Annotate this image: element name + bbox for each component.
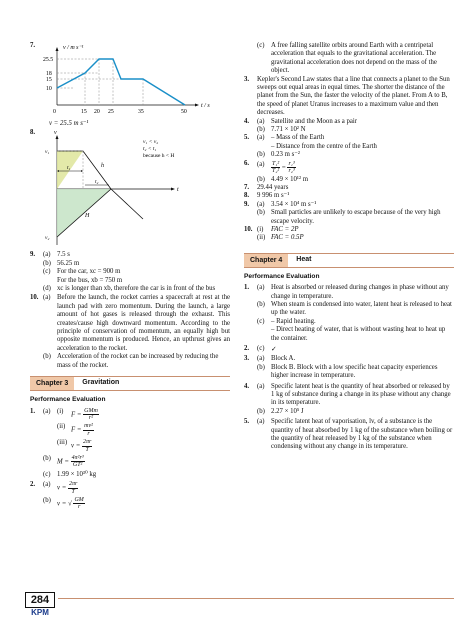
part-label: (b) <box>43 259 51 267</box>
publisher-logo: KPM <box>31 608 49 617</box>
question-number: 8. <box>30 129 36 137</box>
answer-text: Heat is absorbed or released during changes in phase without any change in temperature. <box>271 284 449 300</box>
answer-text: 0.23 m s⁻² <box>271 151 300 159</box>
question-number: 7. <box>30 42 36 49</box>
x-tick: 20 <box>94 109 100 115</box>
ch3-question-7 <box>244 184 454 192</box>
ch3-question-8 <box>244 192 454 200</box>
answer-text: Acceleration of the rocket can be increased by reducing the mass of the rocket. <box>57 353 219 369</box>
part-label: (b) <box>43 496 51 504</box>
H-label: H <box>85 213 90 220</box>
chapter-title: Gravitation <box>82 379 120 387</box>
t-axis-label: t <box>177 187 179 194</box>
ch3-question-cont <box>244 42 454 76</box>
ch4-question-4 <box>244 383 454 417</box>
question-number: 1. <box>30 407 36 415</box>
answer-text: 7.71 × 10² N <box>271 126 306 134</box>
answer-text: Satellite and the Moon as a pair <box>271 117 358 125</box>
part-label: (b) <box>43 454 51 462</box>
x-axis-label: t / s <box>201 103 210 109</box>
answer-text: 3.54 × 10⁴ m s⁻¹ <box>271 200 317 208</box>
formula-fraction: $\frac{\text{r₁³}}{\text{r₂³}}$ <box>288 160 295 175</box>
part-label: (a) <box>43 407 51 415</box>
question-9 <box>30 251 230 293</box>
part-label: (d) <box>43 285 51 293</box>
part-label: (c) <box>257 42 265 49</box>
answer-text: xc is longer than xb, therefore the car is in front of the bus <box>57 285 216 293</box>
v1-label: v₁ <box>45 149 50 156</box>
velocity-time-graph <box>43 42 223 120</box>
ch4-question-5 <box>244 418 454 452</box>
part-label: (ii) <box>257 234 266 242</box>
ch3-question-2: 2. (a) v = $\frac{2\pi r}{T}$ (b) v = √ $\frac{GM}{r}$ <box>30 481 84 511</box>
ch3-question-6: 6. (a) $\frac{\text{T₁²}}{\text{T₂²}}$ = $\frac{\text{r₁³}}{\text{r₂³}}$ (b) 4.49 × 10¹² m <box>244 160 454 184</box>
part-label: (i) <box>57 407 64 415</box>
condition-2: t₂ < t₁ <box>143 146 157 153</box>
formula-fraction: $\frac{\text{mv²}}{r}$ <box>84 423 93 437</box>
part-label: (b) <box>257 300 265 308</box>
part-label: (a) <box>257 200 265 208</box>
question-10 <box>30 294 230 370</box>
question-number: 5. <box>244 134 250 142</box>
question-7 <box>30 42 230 128</box>
ch3-question-4 <box>244 118 454 135</box>
answer-text: A free falling satellite orbits around Earth with a centripetal acceleration that equals to the gravitational acceleration. The gravitational acceleration does not depend on the mass of the object. <box>271 42 437 75</box>
answer-text: 29.44 years <box>257 183 289 191</box>
ch4-question-2 <box>244 345 454 353</box>
q7-answer: v = 25.5 m s⁻¹ <box>49 120 89 127</box>
part-label: (a) <box>257 284 265 292</box>
formula-fraction: $\frac{2\pi r}{T}$ <box>69 481 78 495</box>
part-label: (b) <box>257 126 265 134</box>
question-number: 3. <box>244 355 250 363</box>
ch3-question-10 <box>244 226 454 243</box>
answer-text: 9 996 m s⁻¹ <box>257 192 290 200</box>
check-mark-icon: ✓ <box>271 345 277 353</box>
question-number: 10. <box>30 294 39 302</box>
right-column <box>244 42 454 452</box>
question-number: 4. <box>244 382 250 390</box>
part-label: (a) <box>257 134 265 142</box>
x-tick: 15 <box>81 109 87 115</box>
ch4-question-1 <box>244 284 454 343</box>
answer-text: – Rapid heating. <box>271 317 316 325</box>
performance-evaluation-heading: Performance Evaluation <box>244 272 320 280</box>
x-tick: 50 <box>181 109 187 115</box>
velocity-line <box>57 59 185 105</box>
part-label: (b) <box>257 175 265 183</box>
y-axis-label: v / m s⁻¹ <box>63 45 84 51</box>
t2-label: t₂ <box>95 179 99 186</box>
question-number: 2. <box>244 345 250 352</box>
question-number: 4. <box>244 117 250 125</box>
question-number: 5. <box>244 418 250 426</box>
answer-text: FAC = 2P <box>271 225 299 233</box>
ch4-question-3 <box>244 355 454 380</box>
part-label: (a) <box>43 481 51 489</box>
question-number: 3. <box>244 75 250 83</box>
question-number: 9. <box>244 200 250 208</box>
formula-lhs: F = <box>71 410 82 418</box>
part-label: (b) <box>43 353 51 361</box>
chapter-label: Chapter 3 <box>30 377 74 390</box>
formula-fraction: $\frac{2\pi r}{T}$ <box>83 439 92 453</box>
formula-fraction: $\frac{\text{T₁²}}{\text{T₂²}}$ <box>272 160 280 175</box>
condition-1: v₁ < v₂ <box>143 139 159 146</box>
part-label: (a) <box>43 251 51 259</box>
answer-text: Before the launch, the rocket carries a spacecraft at rest at the launch pad with zero momentum. During the launch, a large amount of hot gases is released through the exhaust. This creates/cause high downward momentum. According to the principle of conservation of momentum, an equally high but opposite momentum is produced. Hence, an upthrust gives an acceleration to the rocket. <box>57 294 230 352</box>
part-label: (a) <box>257 418 265 426</box>
part-label: (b) <box>257 151 265 159</box>
y-tick: 10 <box>46 86 52 92</box>
question-number: 8. <box>244 192 250 200</box>
y-tick: 15 <box>46 77 52 83</box>
formula-fraction: $\frac{GM}{r}$ <box>74 496 84 511</box>
answer-text: When steam is condensed into water, latent heat is released to heat up the water. <box>271 300 452 317</box>
answer-text: – Mass of the Earth <box>271 134 325 142</box>
performance-evaluation-heading: Performance Evaluation <box>30 396 106 404</box>
part-label: (b) <box>257 363 265 371</box>
answer-text: Small particles are unlikely to escape because of the very high escape velocity. <box>271 209 441 225</box>
part-label: (b) <box>257 407 265 415</box>
part-label: (a) <box>257 382 265 390</box>
y-tick: 18 <box>46 71 52 77</box>
footer-rule <box>58 598 454 599</box>
t1-label: t₁ <box>67 165 71 172</box>
question-number: 6. <box>244 159 250 167</box>
answer-text: 2.27 × 10⁵ J <box>271 407 304 415</box>
question-number: 9. <box>30 251 36 259</box>
ch3-question-3 <box>244 76 454 118</box>
question-number: 10. <box>244 225 253 233</box>
formula-fraction: $\frac{\text{GMm}}{\text{r²}}$ <box>84 407 98 421</box>
chapter-4-header <box>244 253 454 268</box>
chapter-label: Chapter 4 <box>244 254 288 267</box>
x-tick: 35 <box>138 109 144 115</box>
answer-text: Specific latent heat is the quantity of heat absorbed or released by 1 kg of substance during a change in its phase without any change in its temperature. <box>271 382 451 407</box>
part-label: (c) <box>43 470 51 478</box>
answer-text: 4.49 × 10¹² m <box>271 175 308 183</box>
chapter-title: Heat <box>296 256 312 264</box>
question-number: 1. <box>244 284 250 292</box>
part-label: (b) <box>257 209 265 217</box>
answer-text: – Direct heating of water, that is without wasting heat to heat up the container. <box>271 326 446 342</box>
answer-text: Block A. <box>271 355 296 363</box>
answer-text: 56.25 m <box>57 259 80 267</box>
condition-3: because h < H <box>143 153 175 160</box>
part-label: (c) <box>43 268 51 276</box>
part-label: (a) <box>43 294 51 302</box>
chapter-3-header <box>30 376 230 391</box>
page-number: 284 <box>25 592 55 608</box>
velocity-time-sketch <box>43 129 213 251</box>
v2-label: v₂ <box>45 235 50 242</box>
formula-lhs: v = <box>57 484 67 492</box>
question-8 <box>30 129 230 251</box>
answer-text: 1.99 × 10³⁰ kg <box>57 470 97 478</box>
answer-text: FAC = 0.5P <box>271 234 304 242</box>
page-footer <box>20 590 60 617</box>
formula-lhs: M = <box>57 458 69 466</box>
formula-lhs: F = <box>71 426 82 434</box>
part-label: (a) <box>257 355 265 363</box>
part-label: (a) <box>257 160 265 168</box>
answer-text: For the bus, xb = 750 m <box>57 276 123 284</box>
h-label: h <box>101 163 104 170</box>
answer-text: Specific latent heat of vaporisation, lv, of a substance is the quantity of heat absorbed by 1 kg of the substance when boiling or the quantity of heat released by 1 kg of the substance when condensing without any change in its temperature. <box>271 418 453 451</box>
part-label: (iii) <box>57 439 68 447</box>
left-column <box>30 42 230 511</box>
part-label: (c) <box>257 317 265 325</box>
answer-text: For the car, xc = 900 m <box>57 268 121 276</box>
part-label: (ii) <box>57 423 66 431</box>
formula-lhs: v = <box>57 500 67 508</box>
part-label: (a) <box>257 117 265 125</box>
answer-text: Kepler's Second Law states that a line that connects a planet to the Sun sweeps out equal areas in equal times. The shorter the distance of the planet from the Sun, the faster the velocity of the planet. From A to B, the speed of planet Uranus increases to a maximum value and then decreases. <box>257 75 450 117</box>
v-axis-label: v <box>54 130 57 137</box>
x-tick: 0 <box>53 109 56 115</box>
question-number: 7. <box>244 183 250 191</box>
x-tick: 25 <box>108 109 114 115</box>
formula-lhs: v = <box>71 442 81 450</box>
answer-text: – Distance from the centre of the Earth <box>271 142 377 150</box>
ch3-question-9 <box>244 201 454 226</box>
part-label: (c) <box>257 345 265 352</box>
y-tick: 25.5 <box>43 57 54 63</box>
ch3-question-1 <box>30 408 230 480</box>
formula-fraction: $\frac{\text{4π²r³}}{\text{GT²}}$ <box>71 454 84 469</box>
answer-text: 7.5 s <box>57 251 70 259</box>
ch3-question-5 <box>244 134 454 159</box>
part-label: (i) <box>257 225 264 233</box>
answer-text: Block B. Block with a low specific heat capacity experiences higher increase in temperature. <box>271 363 438 380</box>
question-number: 2. <box>30 481 36 489</box>
